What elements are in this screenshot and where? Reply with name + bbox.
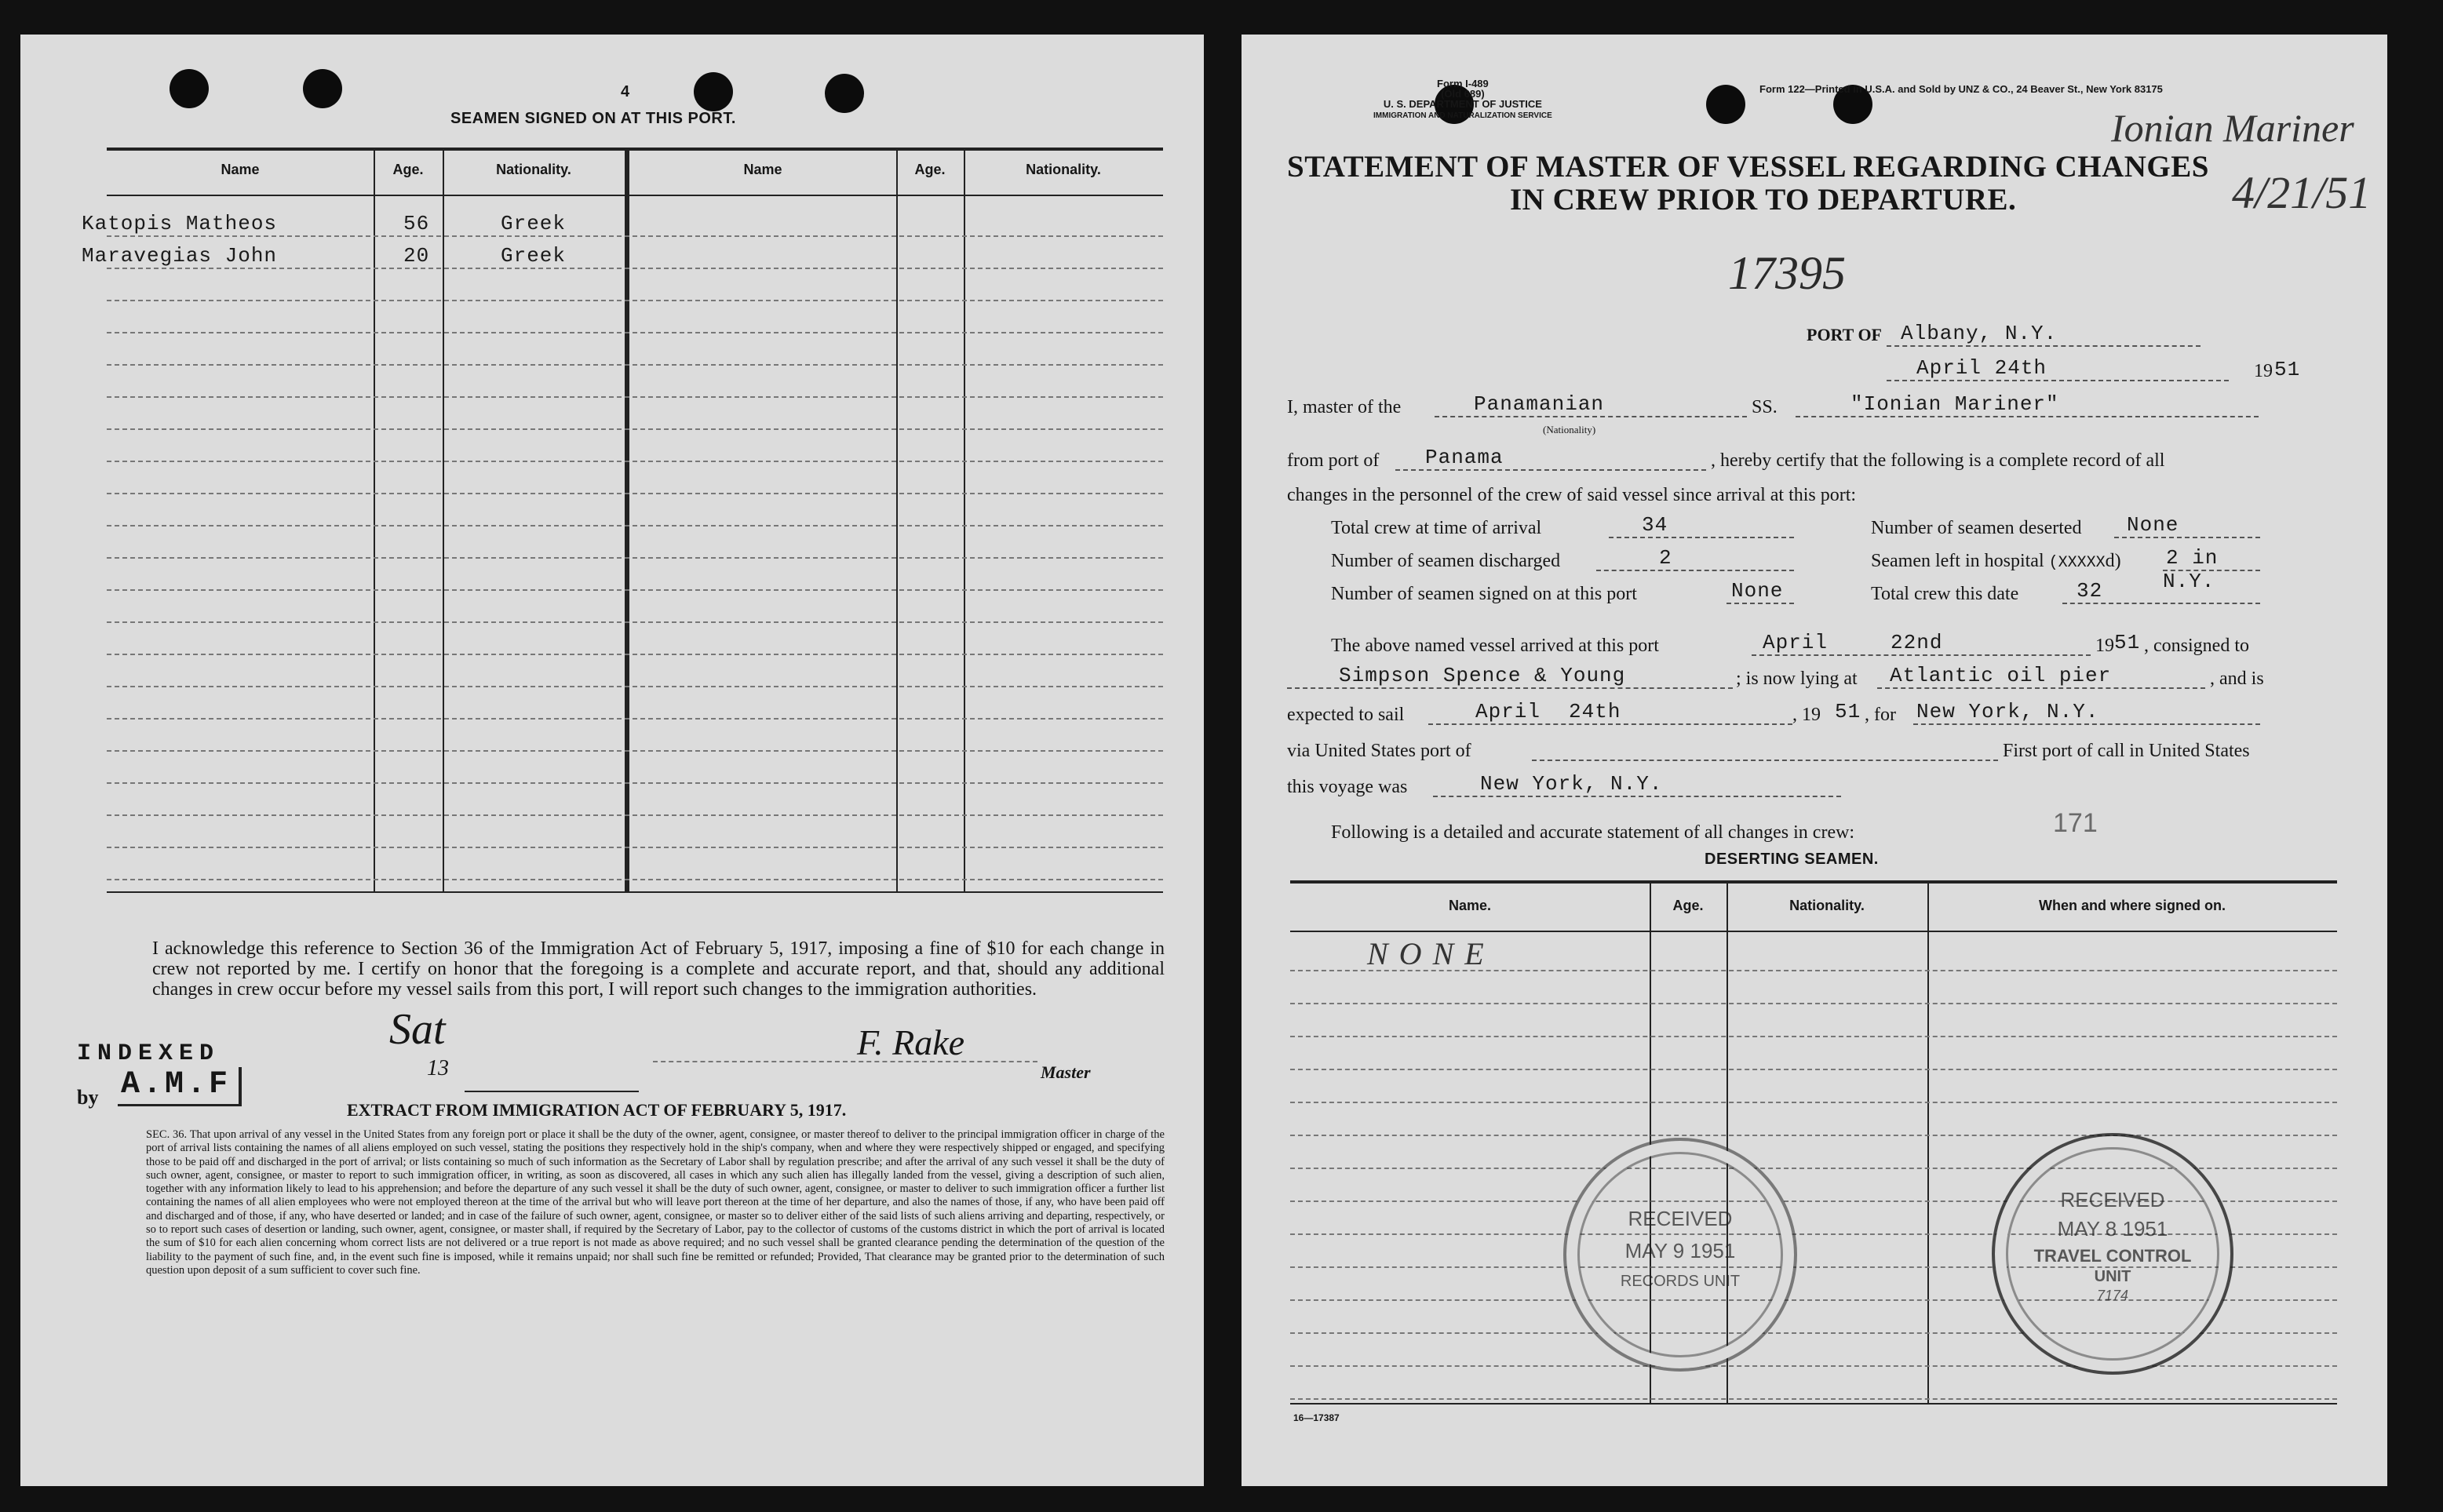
col-header-age: Age. xyxy=(1672,898,1704,913)
deserting-entry: NONE xyxy=(1367,936,1495,971)
col-header-name: Name xyxy=(221,162,260,177)
voyage-label: this voyage was xyxy=(1287,777,1408,797)
row-rule xyxy=(107,750,1163,752)
row-rule xyxy=(107,654,1163,655)
right-page xyxy=(1242,35,2387,1486)
master-of-label: I, master of the xyxy=(1287,397,1402,417)
row-rule xyxy=(107,557,1163,559)
hospital-label-end: d) xyxy=(2105,551,2121,571)
ss-label: SS. xyxy=(1752,397,1778,417)
signature-line xyxy=(465,1091,639,1092)
sail-year: 51 xyxy=(1835,700,1861,723)
stamp-line: RECEIVED xyxy=(2060,1188,2165,1211)
total-crew-arrival-label: Total crew at time of arrival xyxy=(1331,518,1542,538)
total-crew-date-label: Total crew this date xyxy=(1871,584,2019,604)
row-rule xyxy=(107,814,1163,816)
total-crew-arrival-value: 34 xyxy=(1642,513,1668,537)
section-title: SEAMEN SIGNED ON AT THIS PORT. xyxy=(450,110,736,127)
form-title-line1: STATEMENT OF MASTER OF VESSEL REGARDING CHANGES xyxy=(1287,150,2209,184)
first-port-label: First port of call in United States xyxy=(2003,741,2250,761)
discharged-value: 2 xyxy=(1659,546,1672,570)
arrived-label: The above named vessel arrived at this port xyxy=(1331,636,1659,656)
agency: U. S. DEPARTMENT OF JUSTICE xyxy=(1383,98,1542,110)
row-rule xyxy=(107,686,1163,687)
expected-label: expected to sail xyxy=(1287,705,1405,725)
handwritten-date: 4/21/51 xyxy=(2232,167,2372,218)
seaman-name: Maravegias John xyxy=(82,244,278,268)
hospital-struck: (XXXXX xyxy=(2048,554,2106,572)
punch-hole xyxy=(1706,85,1745,124)
seaman-age: 20 xyxy=(403,244,430,268)
indexed-by-value: A.M.F xyxy=(118,1067,242,1106)
col-header-name: Name xyxy=(743,162,782,177)
hospital-label-text: Seamen left in hospital xyxy=(1871,551,2044,571)
hospital-field xyxy=(2163,546,2260,593)
row-rule xyxy=(1290,1036,2337,1037)
stamp-line: RECEIVED xyxy=(1628,1207,1733,1230)
total-crew-date-value: 32 xyxy=(2077,579,2103,603)
deserting-table-header-rule xyxy=(1290,931,2337,932)
col-header-name: Name. xyxy=(1448,898,1492,913)
row-rule xyxy=(107,461,1163,462)
row-rule xyxy=(107,589,1163,591)
row-rule xyxy=(1290,1135,2337,1136)
row-rule xyxy=(107,621,1163,623)
master-signature-line xyxy=(653,1061,1037,1062)
col-divider xyxy=(896,148,898,891)
date-value: April 24th xyxy=(1916,356,2047,380)
punch-hole xyxy=(303,69,342,108)
col-header-age: Age. xyxy=(392,162,424,177)
master-label: Master xyxy=(1041,1062,1091,1082)
signed-on-field xyxy=(1727,579,1794,604)
punch-hole xyxy=(694,72,733,111)
from-port-value: Panama xyxy=(1425,446,1504,469)
row-rule xyxy=(107,235,1163,237)
lying-value: Atlantic oil pier xyxy=(1890,664,2112,687)
file-number: 17395 xyxy=(1728,247,1846,299)
and-is-label: , and is xyxy=(2210,669,2264,689)
discharged-field xyxy=(1596,546,1794,571)
row-rule xyxy=(107,428,1163,430)
seaman-age: 56 xyxy=(403,212,430,235)
printer-note: Form 122—Printed in U.S.A. and Sold by UNZ & CO., 24 Beaver St., New York 83175 xyxy=(1759,83,2163,95)
sail-year-prefix: , 19 xyxy=(1792,705,1821,725)
row-rule xyxy=(107,332,1163,333)
table-top-rule xyxy=(107,148,1163,151)
deserted-label: Number of seamen deserted xyxy=(1871,518,2082,538)
date-field xyxy=(1887,356,2229,381)
following-mark: 171 xyxy=(2053,808,2098,838)
page-number: 4 xyxy=(621,83,630,100)
form-title-line2: IN CREW PRIOR TO DEPARTURE. xyxy=(1510,183,2017,217)
punch-hole xyxy=(825,74,864,113)
form-id xyxy=(1373,78,1552,121)
arrived-field xyxy=(1752,631,2091,656)
punch-hole xyxy=(170,69,209,108)
hospital-value: 2 in N.Y. xyxy=(2163,546,2219,593)
col-header-nationality: Nationality. xyxy=(1026,162,1101,177)
nationality-value: Panamanian xyxy=(1474,392,1605,416)
col-header-nationality: Nationality. xyxy=(496,162,571,177)
acknowledgement-text: I acknowledge this reference to Section 36 of the Immigration Act of February 5, 1917, imposing a fine of $10 for each change in crew not reported by me. I certify on honor that the foregoing is a complete and accurate report, and that, should any additional changes in crew occur before my vessel sails from this port, I will report such changes to the immigration authorities. xyxy=(152,938,1165,1000)
stamp-line: UNIT xyxy=(2094,1268,2131,1285)
arrived-year-prefix: 19 xyxy=(2095,636,2114,656)
sail-date-field xyxy=(1428,700,1792,725)
nationality-caption: (Nationality) xyxy=(1543,424,1596,435)
form-number: Form I-489 xyxy=(1437,78,1489,89)
consignee-field xyxy=(1287,664,1733,689)
seaman-nationality: Greek xyxy=(501,212,567,235)
row-rule xyxy=(107,847,1163,848)
table-bottom-rule xyxy=(107,891,1163,893)
deserted-field xyxy=(2114,513,2260,538)
col-divider xyxy=(1927,880,1929,1403)
port-of-value: Albany, N.Y. xyxy=(1901,322,2058,345)
nationality-field xyxy=(1435,392,1747,417)
initials-signature: Sat xyxy=(389,1005,446,1054)
for-label: , for xyxy=(1865,705,1896,725)
arrived-year: 51 xyxy=(2114,631,2141,654)
extract-title: EXTRACT FROM IMMIGRATION ACT OF FEBRUARY 5, 1917. xyxy=(347,1100,847,1120)
received-stamp-records xyxy=(1563,1138,1797,1372)
sail-for-value: New York, N.Y. xyxy=(1916,700,2099,723)
signed-on-label: Number of seamen signed on at this port xyxy=(1331,584,1637,604)
row-rule xyxy=(107,879,1163,880)
deserting-table-bottom xyxy=(1290,1403,2337,1405)
row-rule xyxy=(1290,1069,2337,1070)
row-rule xyxy=(1290,1365,2337,1367)
row-rule xyxy=(107,396,1163,398)
total-crew-arrival-field xyxy=(1609,513,1794,538)
port-of-field xyxy=(1887,322,2201,347)
sail-day: 24th xyxy=(1569,700,1621,723)
col-header-when-where: When and where signed on. xyxy=(2038,898,2226,913)
deserting-title: DESERTING SEAMEN. xyxy=(1705,851,1879,868)
port-of-label: PORT OF xyxy=(1807,325,1882,344)
stamp-line: MAY 8 1951 xyxy=(2057,1217,2168,1241)
from-port-field xyxy=(1395,446,1706,471)
col-header-age: Age. xyxy=(914,162,946,177)
row-rule xyxy=(107,268,1163,269)
seaman-nationality: Greek xyxy=(501,244,567,268)
row-rule xyxy=(1290,1398,2337,1400)
first-port-field xyxy=(1433,772,1841,797)
consigned-label: , consigned to xyxy=(2144,636,2249,656)
row-rule xyxy=(107,718,1163,720)
consignee-value: Simpson Spence & Young xyxy=(1339,664,1626,687)
row-rule xyxy=(107,300,1163,301)
changes-text: changes in the personnel of the crew of said vessel since arrival at this port: xyxy=(1287,485,1857,505)
footer-code: 16—17387 xyxy=(1293,1412,1340,1423)
master-signature: F. Rake xyxy=(857,1022,965,1062)
following-text: Following is a detailed and accurate statement of all changes in crew: xyxy=(1331,822,1855,843)
deserted-value: None xyxy=(2127,513,2179,537)
lying-label: ; is now lying at xyxy=(1736,669,1858,689)
stamp-line: MAY 9 1951 xyxy=(1624,1239,1736,1262)
sail-for-field xyxy=(1913,700,2260,725)
lying-field xyxy=(1877,664,2205,689)
service: IMMIGRATION AND NATURALIZATION SERVICE xyxy=(1373,111,1552,120)
row-rule xyxy=(1290,1102,2337,1103)
col-header-nationality: Nationality. xyxy=(1789,898,1865,913)
arrived-day: 22nd xyxy=(1891,631,1943,654)
indexed-by-label: by xyxy=(77,1086,99,1109)
stamp-line: RECORDS UNIT xyxy=(1620,1273,1741,1290)
col-divider xyxy=(964,148,965,891)
received-stamp-travel-control xyxy=(1992,1133,2233,1375)
handwritten-vessel: Ionian Mariner xyxy=(2111,106,2354,150)
stamp-line: TRAVEL CONTROL xyxy=(2033,1246,2192,1266)
deserting-table-top xyxy=(1290,880,2337,884)
row-rule xyxy=(107,525,1163,526)
via-field xyxy=(1532,736,1998,761)
vessel-name: "Ionian Mariner" xyxy=(1850,392,2059,416)
arrived-month: April xyxy=(1763,631,1829,654)
row-rule xyxy=(107,364,1163,366)
form-old: (Old 689) xyxy=(1441,88,1485,100)
extract-text: SEC. 36. That upon arrival of any vessel in the United States from any foreign port or place it shall be the duty of the owner, agent, consignee, or master thereof to deliver to the principal immigration officer in charge of the port of arrival lists containing the names of all aliens employed on such vessel, stating the positions they respectively hold in the ship's company, when and where they were respectively shipped or engaged, and specifying those to be paid off and discharged in the port of arrival; or lists containing so much of such information as the Secretary of Labor shall by regulation prescribe; and after the arrival of any such vessel it shall be the duty of such owner, agent, consignee, or master to report to such immigration officer, in writing, as soon as discovered, all cases in which any such alien has illegally landed from the vessel, giving a description of such alien, together with any information likely to lead to his apprehension; and before the departure of any such vessel it shall be the duty of such owner, agent, consignee, or master to deliver to such immigration officer a further list containing the names of all alien employees who were not employed thereon at the time of the arrival but who will leave port thereon at the time of her departure, and also the names of those, if any, who have been paid off and discharged and of those, if any, who have deserted or landed; and in case of the failure of such owner, agent, consignee, or master so to deliver either of the said lists of such aliens arriving and departing, respectively, or so to report such cases of desertion or landing, such owner, agent, consignee, or master shall, if required by the Secretary of Labor, pay to the collector of customs of the customs district in which the port of arrival is located the sum of $10 for each alien concerning whom correct lists are not delivered or a true report is not made as above required; and no such vessel shall be granted clearance pending the determination of the question of the liability to the payment of such fine, and, in the event such fine is imposed, while it remains unpaid; nor shall such fine be remitted or refunded; Provided, That clearance may be granted prior to the determination of such question upon deposit of a sum sufficient to cover such fine. xyxy=(146,1128,1165,1277)
sail-month: April xyxy=(1475,700,1541,723)
initials-sub: 13 xyxy=(427,1056,449,1080)
signed-on-value: None xyxy=(1731,579,1784,603)
row-rule xyxy=(107,493,1163,494)
year-prefix: 19 xyxy=(2254,361,2273,381)
discharged-label: Number of seamen discharged xyxy=(1331,551,1561,571)
total-crew-date-field xyxy=(2062,579,2260,604)
certify-text: , hereby certify that the following is a complete record of all xyxy=(1711,450,2165,471)
first-port-value: New York, N.Y. xyxy=(1480,772,1663,796)
via-label: via United States port of xyxy=(1287,741,1471,761)
seaman-name: Katopis Matheos xyxy=(82,212,278,235)
from-port-label: from port of xyxy=(1287,450,1380,471)
year-suffix: 51 xyxy=(2274,358,2301,381)
indexed-label: INDEXED xyxy=(77,1040,221,1067)
left-page xyxy=(20,35,1204,1486)
vessel-field xyxy=(1796,392,2259,417)
col-divider xyxy=(443,148,444,891)
stamp-line: 7174 xyxy=(2096,1288,2129,1303)
hospital-label xyxy=(1871,551,2121,572)
table-header-rule xyxy=(107,195,1163,196)
row-rule xyxy=(1290,1003,2337,1004)
col-divider xyxy=(625,148,629,891)
row-rule xyxy=(107,782,1163,784)
col-divider xyxy=(374,148,375,891)
